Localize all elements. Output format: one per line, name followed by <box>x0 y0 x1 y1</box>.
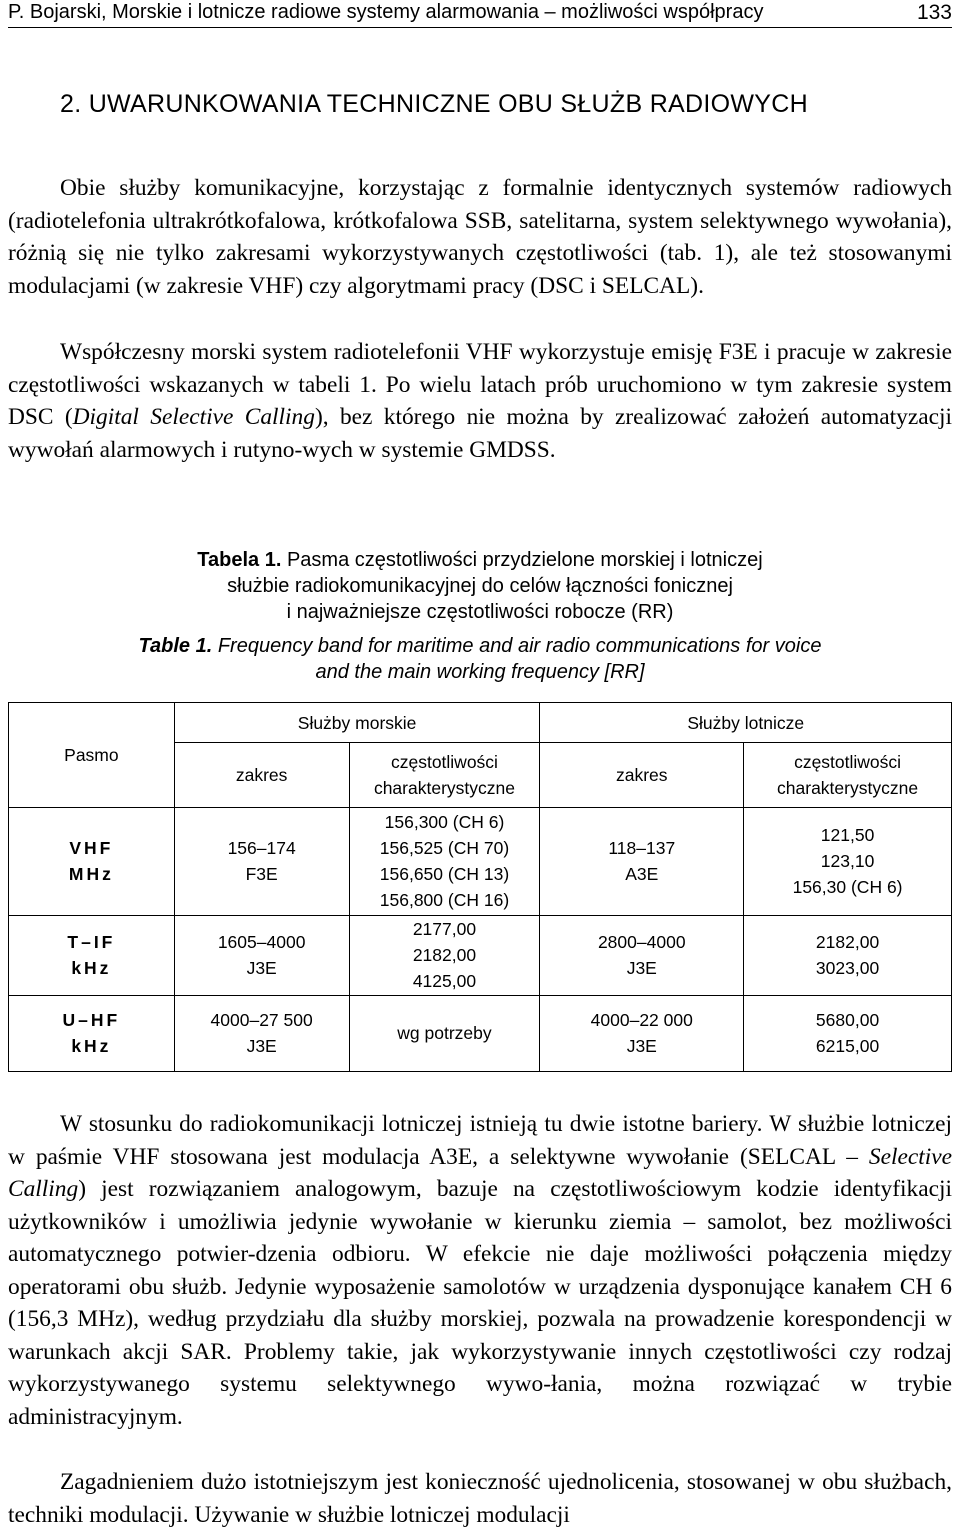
band-cell <box>9 916 175 995</box>
cell-line: 156–174 <box>227 838 296 859</box>
table-caption-pl <box>0 547 960 625</box>
header-pasmo: Pasmo <box>9 703 175 808</box>
cell-line: 123,10 <box>820 851 875 872</box>
band-cell <box>9 807 175 916</box>
maritime-range-cell <box>174 916 349 995</box>
paragraph-1 <box>8 172 952 302</box>
paragraph-3-text-b: ) jest rozwiązaniem analogowym, bazuje na częstotliwościowym kodzie identyfikacji użytkowników i umożliwia jedynie wywołanie w kierunku ziemia – samolot, bez możliwości automatycznego potwier-dzenia odbioru. W efekcie nie daje możliwości połączenia między operatorami obu służb. Jedynie wyposażenie samolotów w urządzenia dysponujące kanałem CH 6 (156,3 MHz), według przydziału dla służby morskiej, pozwala na prowadzenie korespondencji w warunkach akcji SAR. Problemy takie, jak wykorzystywanie innych częstotliwości czy rodzaj wykorzystywanego systemu selektywnego wywo-łania, można rozwiązać w trybie administracyjnym. <box>8 1176 952 1430</box>
maritime-freq-cell <box>349 995 540 1071</box>
header-maritime: Służby morskie <box>174 703 540 743</box>
header-air-range: zakres <box>540 743 744 807</box>
maritime-range-cell <box>174 807 349 916</box>
table-row <box>9 995 952 1071</box>
header-freq-line1: częstotliwości <box>794 751 902 772</box>
table-caption-en <box>0 633 960 685</box>
cell-line: J3E <box>626 958 657 979</box>
header-freq-line2: charakterystyczne <box>373 777 515 798</box>
caption-en-label: Table 1. <box>138 635 213 657</box>
cell-line: 4000–27 500 <box>210 1010 313 1031</box>
page-number: 133 <box>916 1 952 24</box>
cell-line: kHz <box>71 1036 112 1057</box>
cell-line: MHz <box>68 864 114 885</box>
header-freq-line1: częstotliwości <box>390 751 498 772</box>
cell-line: VHF <box>69 838 114 859</box>
header-maritime-freq <box>349 743 540 807</box>
caption-en-line1: Frequency band for maritime and air radio communications for voice <box>217 635 822 657</box>
table-row <box>9 916 952 995</box>
air-range-cell <box>540 807 744 916</box>
cell-line: 5680,00 <box>815 1010 880 1031</box>
paragraph-2-text-a: Współczesny morski system radiotelefonii VHF wykorzystuje emisję F3E i pracuje w zakresie częstotliwości wskazanych w tabeli 1. Po wielu latach prób uruchomiono w tym zakresie system DSC ( <box>8 339 952 430</box>
header-air-freq <box>744 743 952 807</box>
table-body <box>9 807 952 1071</box>
air-range-cell <box>540 916 744 995</box>
paragraph-4-text: Zagadnieniem dużo istotniejszym jest konieczność ujednolicenia, stosowanej w obu służbach, techniki modulacji. Używanie w służbie lotniczej modulacji <box>8 1469 952 1528</box>
paragraph-3-italic: Selective Calling <box>8 1143 952 1202</box>
paragraph-3 <box>8 1108 952 1433</box>
cell-line: 4000–22 000 <box>590 1010 693 1031</box>
frequency-table <box>8 702 952 1072</box>
air-freq-cell <box>744 916 952 995</box>
cell-line: T–IF <box>67 932 116 953</box>
header-maritime-range: zakres <box>174 743 349 807</box>
maritime-range-cell <box>174 995 349 1071</box>
cell-line: 156,800 (CH 16) <box>379 890 510 911</box>
cell-line: 1605–4000 <box>217 932 306 953</box>
caption-pl-line1: Pasma częstotliwości przydzielone morskiej i lotniczej <box>286 549 763 571</box>
paragraph-2-italic: Digital Selective Calling <box>72 404 315 430</box>
paragraph-2 <box>8 336 952 466</box>
caption-pl-line3: i najważniejsze częstotliwości robocze (RR) <box>286 601 674 623</box>
cell-line: 118–137 <box>608 838 676 859</box>
cell-line: 156,525 (CH 70) <box>379 838 510 859</box>
running-header <box>8 0 952 28</box>
cell-line: A3E <box>625 864 659 885</box>
caption-pl-label: Tabela 1. <box>197 549 282 571</box>
paragraph-4 <box>8 1466 952 1531</box>
maritime-freq-cell <box>349 807 540 916</box>
cell-line: J3E <box>246 958 277 979</box>
paragraph-2-text-b: ), bez którego nie można by zrealizować założeń automatyzacji wywołań alarmowych i rutyno-wych w systemie GMDSS. <box>8 404 952 463</box>
cell-line: U–HF <box>62 1010 121 1031</box>
cell-line: 156,300 (CH 6) <box>384 812 505 833</box>
cell-line: J3E <box>626 1036 657 1057</box>
cell-line: J3E <box>246 1036 277 1057</box>
table-header-row-1 <box>9 703 952 743</box>
maritime-freq-cell <box>349 916 540 995</box>
cell-line: F3E <box>245 864 278 885</box>
cell-line: 3023,00 <box>815 958 880 979</box>
cell-line: 6215,00 <box>815 1036 880 1057</box>
cell-line: 4125,00 <box>412 971 477 992</box>
cell-line: wg potrzeby <box>397 1023 492 1044</box>
table-row <box>9 807 952 916</box>
air-range-cell <box>540 995 744 1071</box>
paragraph-1-text: Obie służby komunikacyjne, korzystając z formalnie identycznych systemów radiowych (radiotelefonia ultrakrótkofalowa, krótkofalowa SSB, satelitarna, system selektywnego wywołania), różnią się nie tylko zakresami wykorzystywanych częstotliwości (tab. 1), ale też stosowanymi modulacjami (w zakresie VHF) czy algorytmami pracy (DSC i SELCAL). <box>8 175 952 299</box>
air-freq-cell <box>744 995 952 1071</box>
cell-line: 2177,00 <box>412 919 477 940</box>
band-cell <box>9 995 175 1071</box>
cell-line: 2800–4000 <box>597 932 686 953</box>
header-air: Służby lotnicze <box>540 703 952 743</box>
header-freq-line2: charakterystyczne <box>777 777 919 798</box>
section-title: 2. UWARUNKOWANIA TECHNICZNE OBU SŁUŻB RADIOWYCH <box>60 90 808 118</box>
cell-line: 156,30 (CH 6) <box>792 877 903 898</box>
cell-line: 156,650 (CH 13) <box>379 864 510 885</box>
caption-pl-line2: służbie radiokomunikacyjnej do celów łączności fonicznej <box>227 575 733 597</box>
cell-line: 2182,00 <box>412 945 477 966</box>
caption-en-line2: and the main working frequency [RR] <box>315 661 645 683</box>
cell-line: 121,50 <box>820 825 875 846</box>
running-title: P. Bojarski, Morskie i lotnicze radiowe systemy alarmowania – możliwości współpracy <box>8 1 764 23</box>
paragraph-3-text-a: W stosunku do radiokomunikacji lotniczej istnieją tu dwie istotne bariery. W służbie lotniczej w paśmie VHF stosowana jest modulacja A3E, a selektywne wywołanie (SELCAL – <box>8 1111 952 1170</box>
cell-line: kHz <box>71 958 112 979</box>
cell-line: 2182,00 <box>815 932 880 953</box>
air-freq-cell <box>744 807 952 916</box>
